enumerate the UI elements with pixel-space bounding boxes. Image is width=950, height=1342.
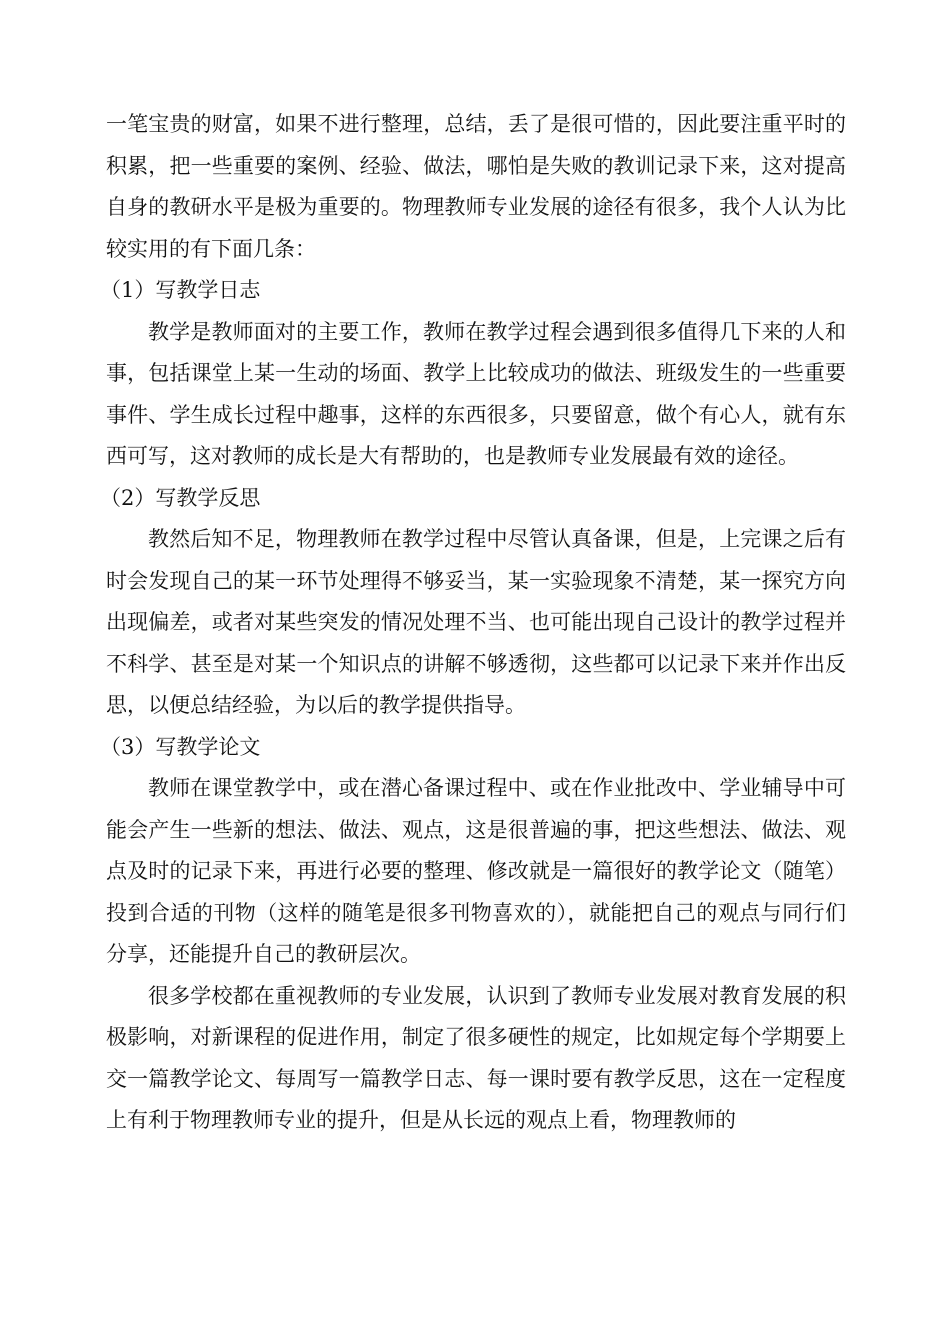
section-body-3: 教师在课堂教学中，或在潜心备课过程中、或在作业批改中、学业辅导中可能会产生一些新的想法、做法、观点，这是很普遍的事，把这些想法、做法、观点及时的记录下来，再进行必要的整理、修改就是一篇很好的教学论文（随笔）投到合适的刊物（这样的随笔是很多刊物喜欢的），就能把自己的观点与同行们分享，还能提升自己的教研层次。 [106,776,846,966]
document-page [100,104,846,1142]
section-heading-1: （1）写教学日志 [100,278,261,302]
section-heading-2: （2）写教学反思 [100,485,261,510]
section-body-2: 教然后知不足，物理教师在教学过程中尽管认真备课，但是，上完课之后有时会发现自己的某一环节处理得不够妥当，某一实验现象不清楚，某一探究方向出现偏差，或者对某些突发的情况处理不当、也可能出现自己设计的教学过程并不科学、甚至是对某一个知识点的讲解不够透彻，这些都可以记录下来并作出反思，以便总结经验，为以后的教学提供指导。 [106,527,846,717]
intro-paragraph: 一笔宝贵的财富，如果不进行整理，总结，丢了是很可惜的，因此要注重平时的积累，把一些重要的案例、经验、做法，哪怕是失败的教训记录下来，这对提高自身的教研水平是极为重要的。物理教师专业发展的途径有很多，我个人认为比较实用的有下面几条： [106,112,846,261]
section-heading-3: （3）写教学论文 [100,734,261,759]
section-body-1: 教学是教师面对的主要工作，教师在教学过程会遇到很多值得几下来的人和事，包括课堂上某一生动的场面、教学上比较成功的做法、班级发生的一些重要事件、学生成长过程中趣事，这样的东西很多，只要留意，做个有心人，就有东西可写，这对教师的成长是大有帮助的，也是教师专业发展最有效的途径。 [106,319,846,468]
closing-paragraph: 很多学校都在重视教师的专业发展，认识到了教师专业发展对教育发展的积极影响，对新课程的促进作用，制定了很多硬性的规定，比如规定每个学期要上交一篇教学论文、每周写一篇教学日志、每一课时要有教学反思，这在一定程度上有利于物理教师专业的提升，但是从长远的观点上看，物理教师的 [106,983,846,1132]
